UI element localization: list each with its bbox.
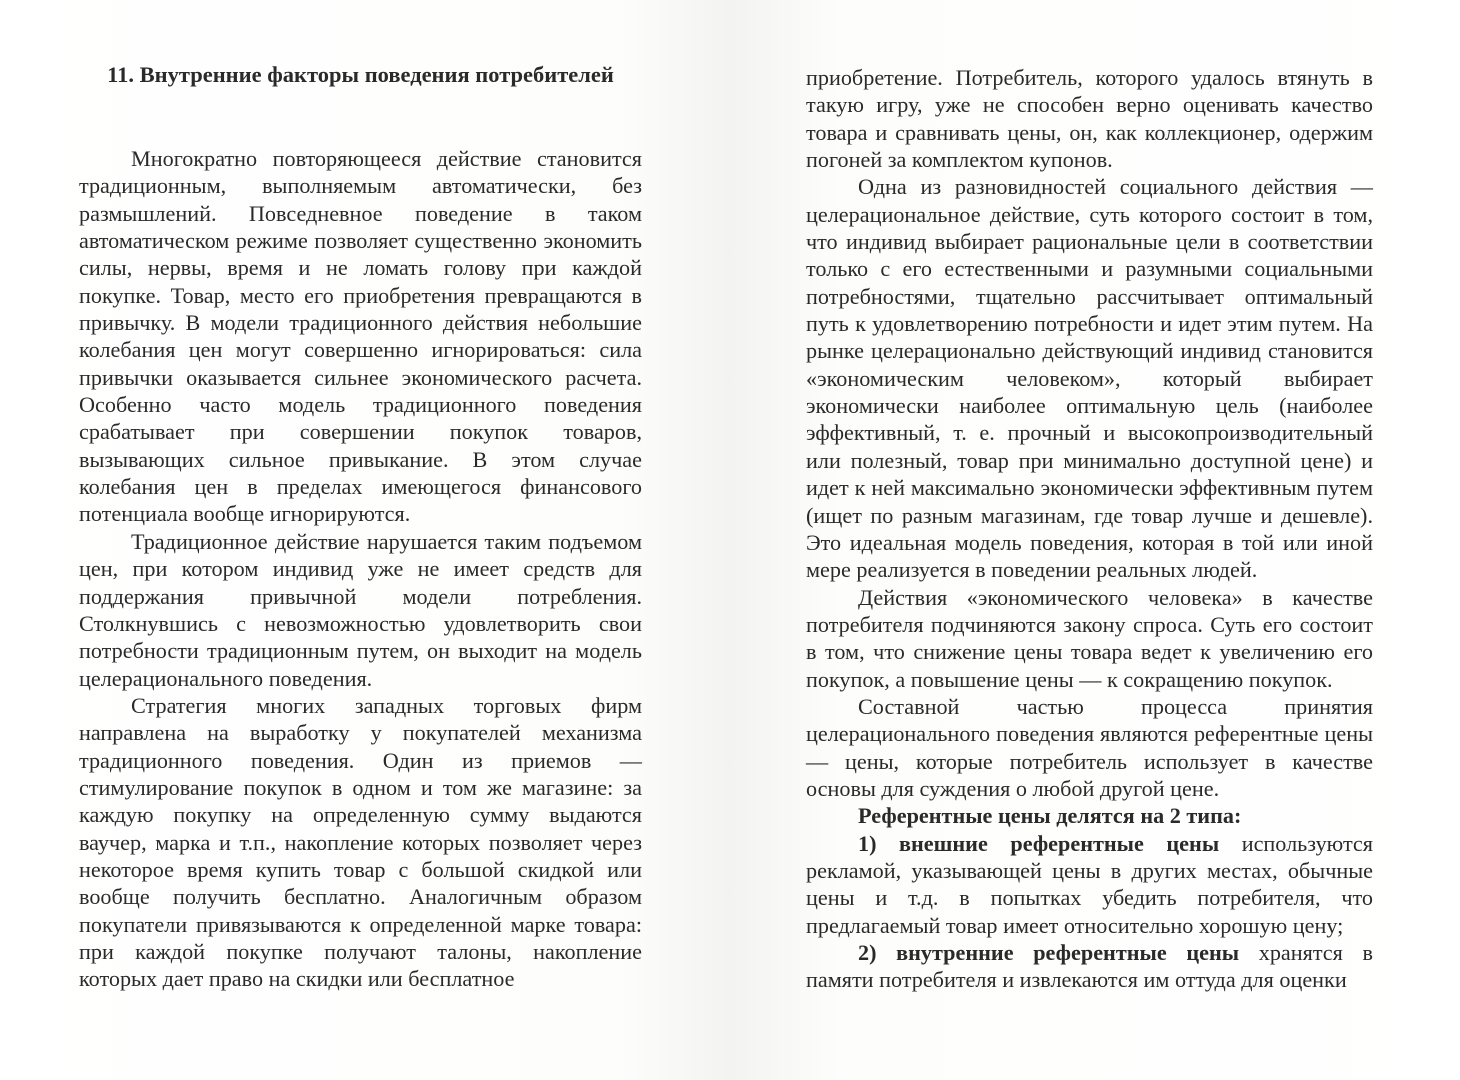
- chapter-title: 11. Внутренние факторы поведения потребителей: [107, 62, 614, 87]
- paragraph: Стратегия многих западных торговых фирм направлена на выработку у покупателей механизма традиционного поведения. Один из приемов — стимулирование покупок в одном и том же магазине: за каждую покупку на определенную сумму выдаются ваучер, марка и т.п., накопление которых позволяет через некоторое время купить товар с большой скидкой или вообще получить бесплатно. Аналогичным образом покупатели привязываются к определенной марке товара: при каждой покупке получают талоны, накопление которых дает право на скидки или бесплатное: [79, 692, 642, 992]
- paragraph: Традиционное действие нарушается таким подъемом цен, при котором индивид уже не имеет средств для поддержания привычной модели потребления. Столкнувшись с невозможностью удовлетворить свои потребности традиционным путем, он выходит на модель целерационального поведения.: [79, 528, 642, 691]
- paragraph: Одна из разновидностей социального действия — целерациональное действие, суть которого состоит в том, что индивид выбирает рациональные цели в соответствии только с его естественными и разумными социальными потребностями, тщательно рассчитывает оптимальный путь к удовлетворению потребности и идет этим путем. На рынке целерационально действующий индивид становится «экономическим человеком», который выбирает экономически наиболее оптимальную цель (наиболее эффективный, т. е. прочный и высокопроизводительный или полезный, товар при минимально доступной цене) и идет к ней максимально экономически эффективным путем (ищет по разным магазинам, где товар лучше и дешевле). Это идеальная модель поведения, которая в той или иной мере реализуется в поведении реальных людей.: [806, 174, 1373, 583]
- subheading: Референтные цены делятся на 2 типа:: [858, 803, 1242, 829]
- term-internal-text: хранятся в памяти потребителя и извлекаются им оттуда для оценки: [806, 940, 1373, 993]
- paragraph-continuation: приобретение. Потребитель, которого удалось втянуть в такую игру, уже не способен верно оценивать качество товара и сравнивать цены, он, как коллекционер, одержим погоней за комплектом купонов.: [806, 65, 1373, 173]
- paragraph: [806, 830, 1373, 939]
- term-internal: 2) внутренние референтные цены: [858, 940, 1240, 965]
- term-external: 1) внешние референтные цены: [858, 830, 1220, 856]
- paragraph: [806, 939, 1373, 994]
- paragraph: Составной частью процесса принятия целерационального поведения являются референтные цены — цены, которые потребитель использует в качестве основы для суждения о любой другой цене.: [806, 693, 1373, 801]
- left-text-column: [79, 145, 642, 993]
- term-external-text: используются рекламой, указывающей цены в других местах, обычные цены и т.д. в попытках убедить потребителя, что предлагаемый товар имеет относительно хорошую цену;: [806, 830, 1373, 938]
- paragraph: Действия «экономического человека» в качестве потребителя подчиняются закону спроса. Суть его состоит в том, что снижение цены товара ведет к увеличению его покупок, а повышение цены — к сокращению покупок.: [806, 584, 1373, 692]
- right-page: [730, 0, 1460, 1080]
- right-text-column: [806, 64, 1373, 994]
- paragraph: Многократно повторяющееся действие становится традиционным, выполняемым автоматически, без размышлений. Повседневное поведение в таком автоматическом режиме позволяет существенно экономить силы, нервы, время и не ломать голову при каждой покупке. Товар, место его приобретения превращаются в привычку. В модели традиционного действия небольшие колебания цен могут совершенно игнорироваться: сила привычки оказывается сильнее экономического расчета. Особенно часто модель традиционного поведения срабатывает при совершении покупок товаров, вызывающих сильное привыкание. В этом случае колебания цен в пределах имеющегося финансового потенциала вообще игнорируются.: [79, 146, 642, 527]
